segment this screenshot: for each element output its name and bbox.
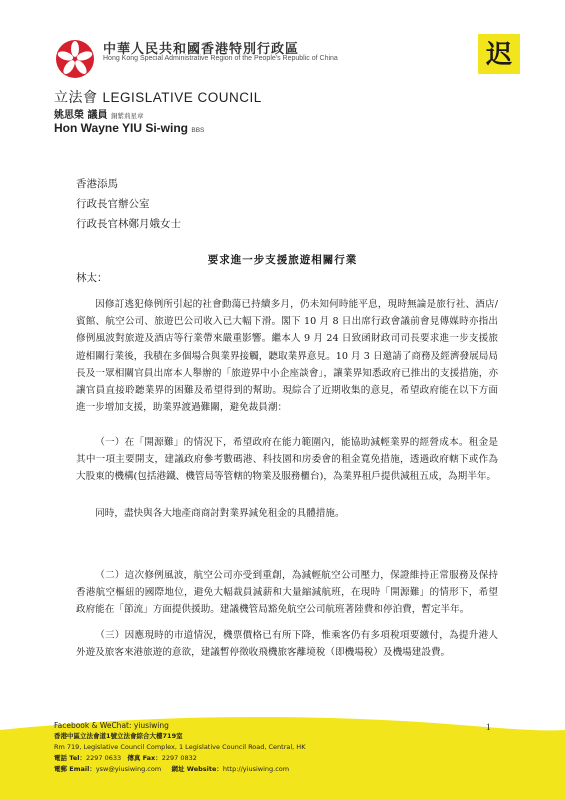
paragraph-rent-relief: （一）在「開源難」的情況下，希望政府在能力範圍內，能協助減輕業界的經營成本。租金是其中一項主要開支，建議政府參考數碼港、科技園和房委會的租金寬免措施，透過政府轄下或作為大股東的機構(包括港鐵、機管局等管轄的物業及服務櫃台)，為業界租戶提供減租五成，為期半年。 <box>76 437 498 483</box>
email-link[interactable]: ysw@yiusiwing.com <box>95 765 162 773</box>
paragraph-departure-tax: （三）因應現時的市道情況，機票價格已有所下降，惟乘客仍有多項稅項要繳付，為提升港人外遊及旅客來港旅遊的意欲，建議暫停徵收飛機旅客離境稅（即機場稅）及機場建設費。 <box>76 630 498 659</box>
tel-label: 電話 Tel： <box>54 754 86 762</box>
recipient-line: 香港添馬 <box>76 178 118 190</box>
paragraph-intro: 因修訂逃犯條例所引起的社會動蕩已持續多月，仍未知何時能平息，現時無論是旅行社、酒店/賓館、航空公司、旅遊巴公司收入已大幅下滑。閣下 10 月 8 日出席行政會議前會見傳媒時亦指出修例風波對旅遊及酒店等行業帶來嚴重影響。繼本人 9 月 24 日致函財政司司長要求進一步支援旅遊相關行業後，我積在多個場合與業界接觸，聽取業界意見。10 月 3 日邀請了商務及經濟發展局局長及一眾相關官員出席本人舉辦的「旅遊界中小企座談會」，讓業界知悉政府已推出的支援措施，亦讓官員直接聆聽業界的困難及希望得到的幫助。現綜合了近期收集的意見，希望政府能在以下方面進一步增加支援，助業界渡過難關，避免裁員潮： <box>76 299 498 414</box>
salutation: 林太： <box>76 272 108 284</box>
member-name-en <box>54 121 204 135</box>
member-award-en: BBS <box>191 127 205 134</box>
member-title: 議員 <box>87 110 108 121</box>
footer-contact <box>54 720 305 775</box>
web-label: 網址 Website： <box>171 765 223 773</box>
tel-value: 2297 0633 <box>85 754 122 762</box>
member-award-cn: 銅紫荊星章 <box>110 112 144 120</box>
recipient-line: 行政長官辦公室 <box>76 198 150 210</box>
recipient-line: 行政長官林鄭月娥女士 <box>76 218 181 230</box>
hksar-emblem-icon <box>54 38 96 80</box>
member-english-name: Hon Wayne YIU Si-wing <box>54 121 189 135</box>
letter-title: 要求進一步支援旅遊相關行業 <box>207 254 358 266</box>
footer-address-cn: 香港中區立法會道1號立法會綜合大樓719室 <box>54 732 183 740</box>
government-title-en: Hong Kong Special Administrative Region of the People's Republic of China <box>103 55 338 62</box>
member-chinese-name: 姚思榮 <box>54 110 84 121</box>
email-label: 電郵 Email： <box>54 765 96 773</box>
member-name-cn <box>54 106 143 121</box>
website-link[interactable]: http://yiusiwing.com <box>222 765 290 773</box>
page-number: 1 <box>486 722 491 732</box>
footer-address-en: Rm 719, Legislative Council Complex, 1 Legislative Council Road, Central, HK <box>54 743 306 751</box>
footer-phone-line <box>54 753 305 764</box>
council-name-cn: 立法會 <box>54 90 98 106</box>
paragraph-airlines: （二）這次修例風波，航空公司亦受到重創，為減輕航空公司壓力，保證維持正常服務及保持香港航空樞紐的國際地位，避免大幅裁員減薪和大量縮減航班，在現時「開源難」的情形下，希望政府能在「節流」方面提供援助。建議機管局豁免航空公司航班著陸費和停泊費，暫定半年。 <box>76 570 498 616</box>
fax-label: 傳真 Fax： <box>127 754 162 762</box>
government-title-cn: 中華人民共和國香港特別行政區 <box>103 42 300 57</box>
council-name-en: LEGISLATIVE COUNCIL <box>102 90 262 105</box>
footer-web-line <box>54 764 305 775</box>
member-logo <box>478 34 520 74</box>
footer-social: Facebook & WeChat: yiusiwing <box>54 721 169 730</box>
paragraph-landlords: 同時，盡快與各大地產商商討對業界減免租金的具體措施。 <box>95 508 345 519</box>
council-name <box>54 87 262 107</box>
logo-glyph: 迟 <box>485 40 513 70</box>
recipient-address <box>76 174 181 234</box>
fax-value: 2297 0832 <box>161 754 197 762</box>
